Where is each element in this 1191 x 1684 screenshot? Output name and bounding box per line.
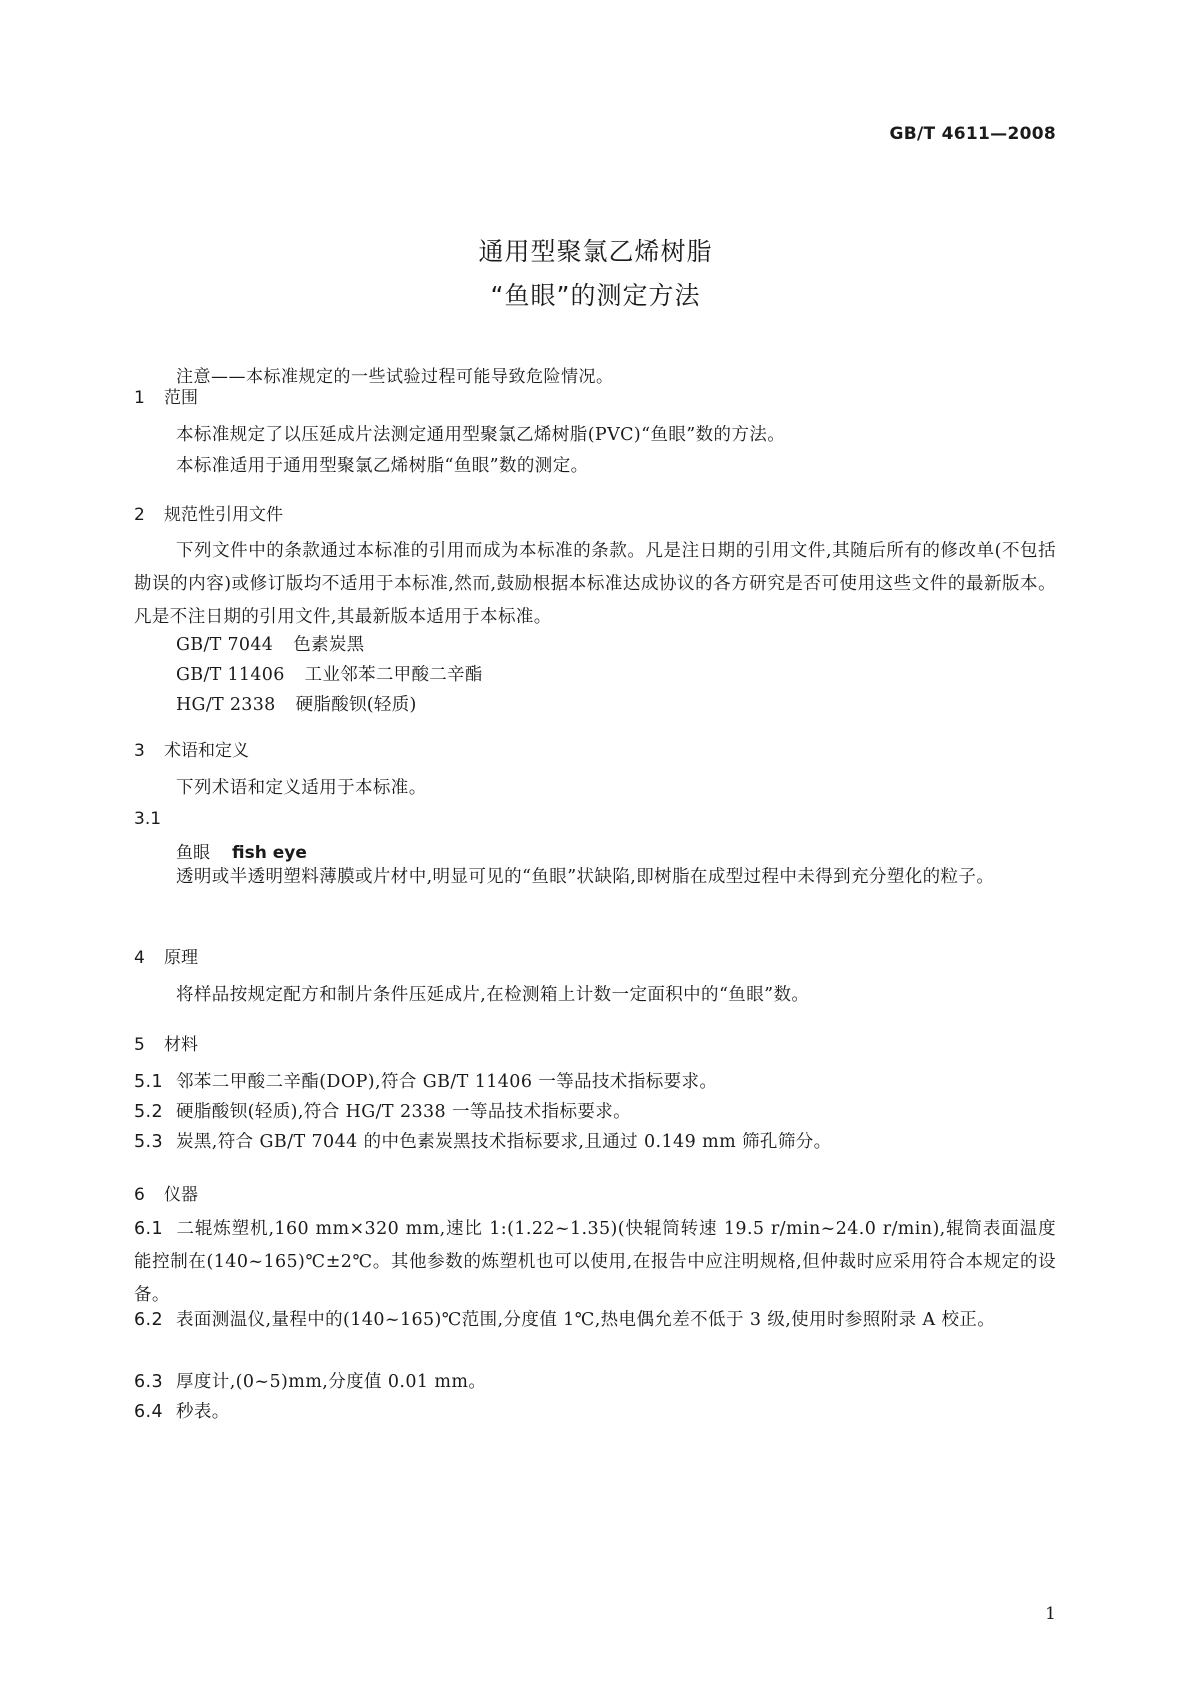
section-1-paragraph-1: 本标准规定了以压延成片法测定通用型聚氯乙烯树脂(PVC)“鱼眼”数的方法。: [176, 425, 786, 445]
term-definition: 透明或半透明塑料薄膜或片材中,明显可见的“鱼眼”状缺陷,即树脂在成型过程中未得到充分塑化的粒子。: [176, 867, 995, 887]
item-text: 二辊炼塑机,160 mm×320 mm,速比 1:(1.22~1.35)(快辊筒转速 19.5 r/min~24.0 r/min),辊筒表面温度能控制在(140~165)℃±2℃。其他参数的炼塑机也可以使用,在报告中应注明规格,但仲裁时应采用符合本规定的设备。: [134, 1219, 1056, 1305]
page-number: 1: [1045, 1604, 1056, 1624]
apparatus-item: [134, 1213, 1056, 1312]
document-title-line2: “鱼眼”的测定方法: [490, 281, 701, 310]
section-title: 术语和定义: [164, 741, 249, 761]
section-number: 6: [134, 1185, 145, 1205]
item-number: 5.3: [134, 1132, 164, 1152]
section-4-heading: [134, 943, 198, 968]
section-title: 原理: [164, 948, 198, 968]
clause-number: 3.1: [134, 809, 162, 829]
section-number: 5: [134, 1035, 145, 1055]
section-2-heading: [134, 500, 283, 525]
reference-item: [176, 691, 417, 716]
reference-name: 硬脂酸钡(轻质): [295, 695, 417, 715]
apparatus-item: [134, 1396, 1056, 1429]
section-number: 1: [134, 388, 145, 408]
reference-code: HG/T 2338: [176, 695, 276, 715]
item-text: 厚度计,(0~5)mm,分度值 0.01 mm。: [176, 1372, 487, 1392]
item-text: 秒表。: [176, 1402, 230, 1422]
material-item: [134, 1096, 1056, 1129]
document-title-line1: 通用型聚氯乙烯树脂: [478, 237, 713, 266]
section-1-paragraph-2: 本标准适用于通用型聚氯乙烯树脂“鱼眼”数的测定。: [176, 456, 589, 476]
reference-code: GB/T 11406: [176, 665, 285, 685]
item-number: 6.2: [134, 1310, 164, 1330]
section-title: 材料: [164, 1035, 198, 1055]
item-text: 炭黑,符合 GB/T 7044 的中色素炭黑技术指标要求,且通过 0.149 mm 筛孔筛分。: [176, 1132, 832, 1152]
section-title: 规范性引用文件: [164, 505, 283, 525]
reference-item: [176, 631, 364, 656]
section-title: 范围: [164, 388, 198, 408]
item-number: 5.2: [134, 1102, 164, 1122]
item-number: 6.3: [134, 1372, 164, 1392]
section-number: 4: [134, 948, 145, 968]
section-2-paragraph: 下列文件中的条款通过本标准的引用而成为本标准的条款。凡是注日期的引用文件,其随后所有的修改单(不包括勘误的内容)或修订版均不适用于本标准,然而,鼓励根据本标准达成协议的各方研究是否可使用这些文件的最新版本。凡是不注日期的引用文件,其最新版本适用于本标准。: [134, 541, 1056, 627]
material-item: [134, 1066, 1056, 1099]
reference-item: [176, 661, 483, 686]
apparatus-item: [134, 1304, 1056, 1337]
section-3-heading: [134, 736, 249, 761]
material-item: [134, 1126, 1056, 1159]
section-4-paragraph: 将样品按规定配方和制片条件压延成片,在检测箱上计数一定面积中的“鱼眼”数。: [176, 985, 810, 1005]
section-number: 2: [134, 505, 145, 525]
item-number: 6.1: [134, 1219, 164, 1239]
section-5-heading: [134, 1030, 198, 1055]
term-chinese: 鱼眼: [176, 843, 210, 863]
term-english: fish eye: [232, 843, 307, 863]
item-text: 表面测温仪,量程中的(140~165)℃范围,分度值 1℃,热电偶允差不低于 3 级,使用时参照附录 A 校正。: [176, 1310, 996, 1330]
safety-warning: 注意——本标准规定的一些试验过程可能导致危险情况。: [176, 367, 614, 387]
apparatus-item: [134, 1366, 1056, 1399]
section-1-heading: [134, 383, 198, 408]
standard-code: GB/T 4611—2008: [889, 124, 1056, 144]
item-number: 5.1: [134, 1072, 164, 1092]
section-title: 仪器: [164, 1185, 198, 1205]
item-number: 6.4: [134, 1402, 164, 1422]
item-text: 邻苯二甲酸二辛酯(DOP),符合 GB/T 11406 一等品技术指标要求。: [176, 1072, 718, 1092]
section-6-heading: [134, 1180, 198, 1205]
reference-code: GB/T 7044: [176, 635, 274, 655]
item-text: 硬脂酸钡(轻质),符合 HG/T 2338 一等品技术指标要求。: [176, 1102, 632, 1122]
section-number: 3: [134, 741, 145, 761]
term-entry: [176, 838, 307, 863]
reference-name: 工业邻苯二甲酸二辛酯: [304, 665, 483, 685]
reference-name: 色素炭黑: [293, 635, 365, 655]
section-3-paragraph: 下列术语和定义适用于本标准。: [176, 778, 427, 798]
